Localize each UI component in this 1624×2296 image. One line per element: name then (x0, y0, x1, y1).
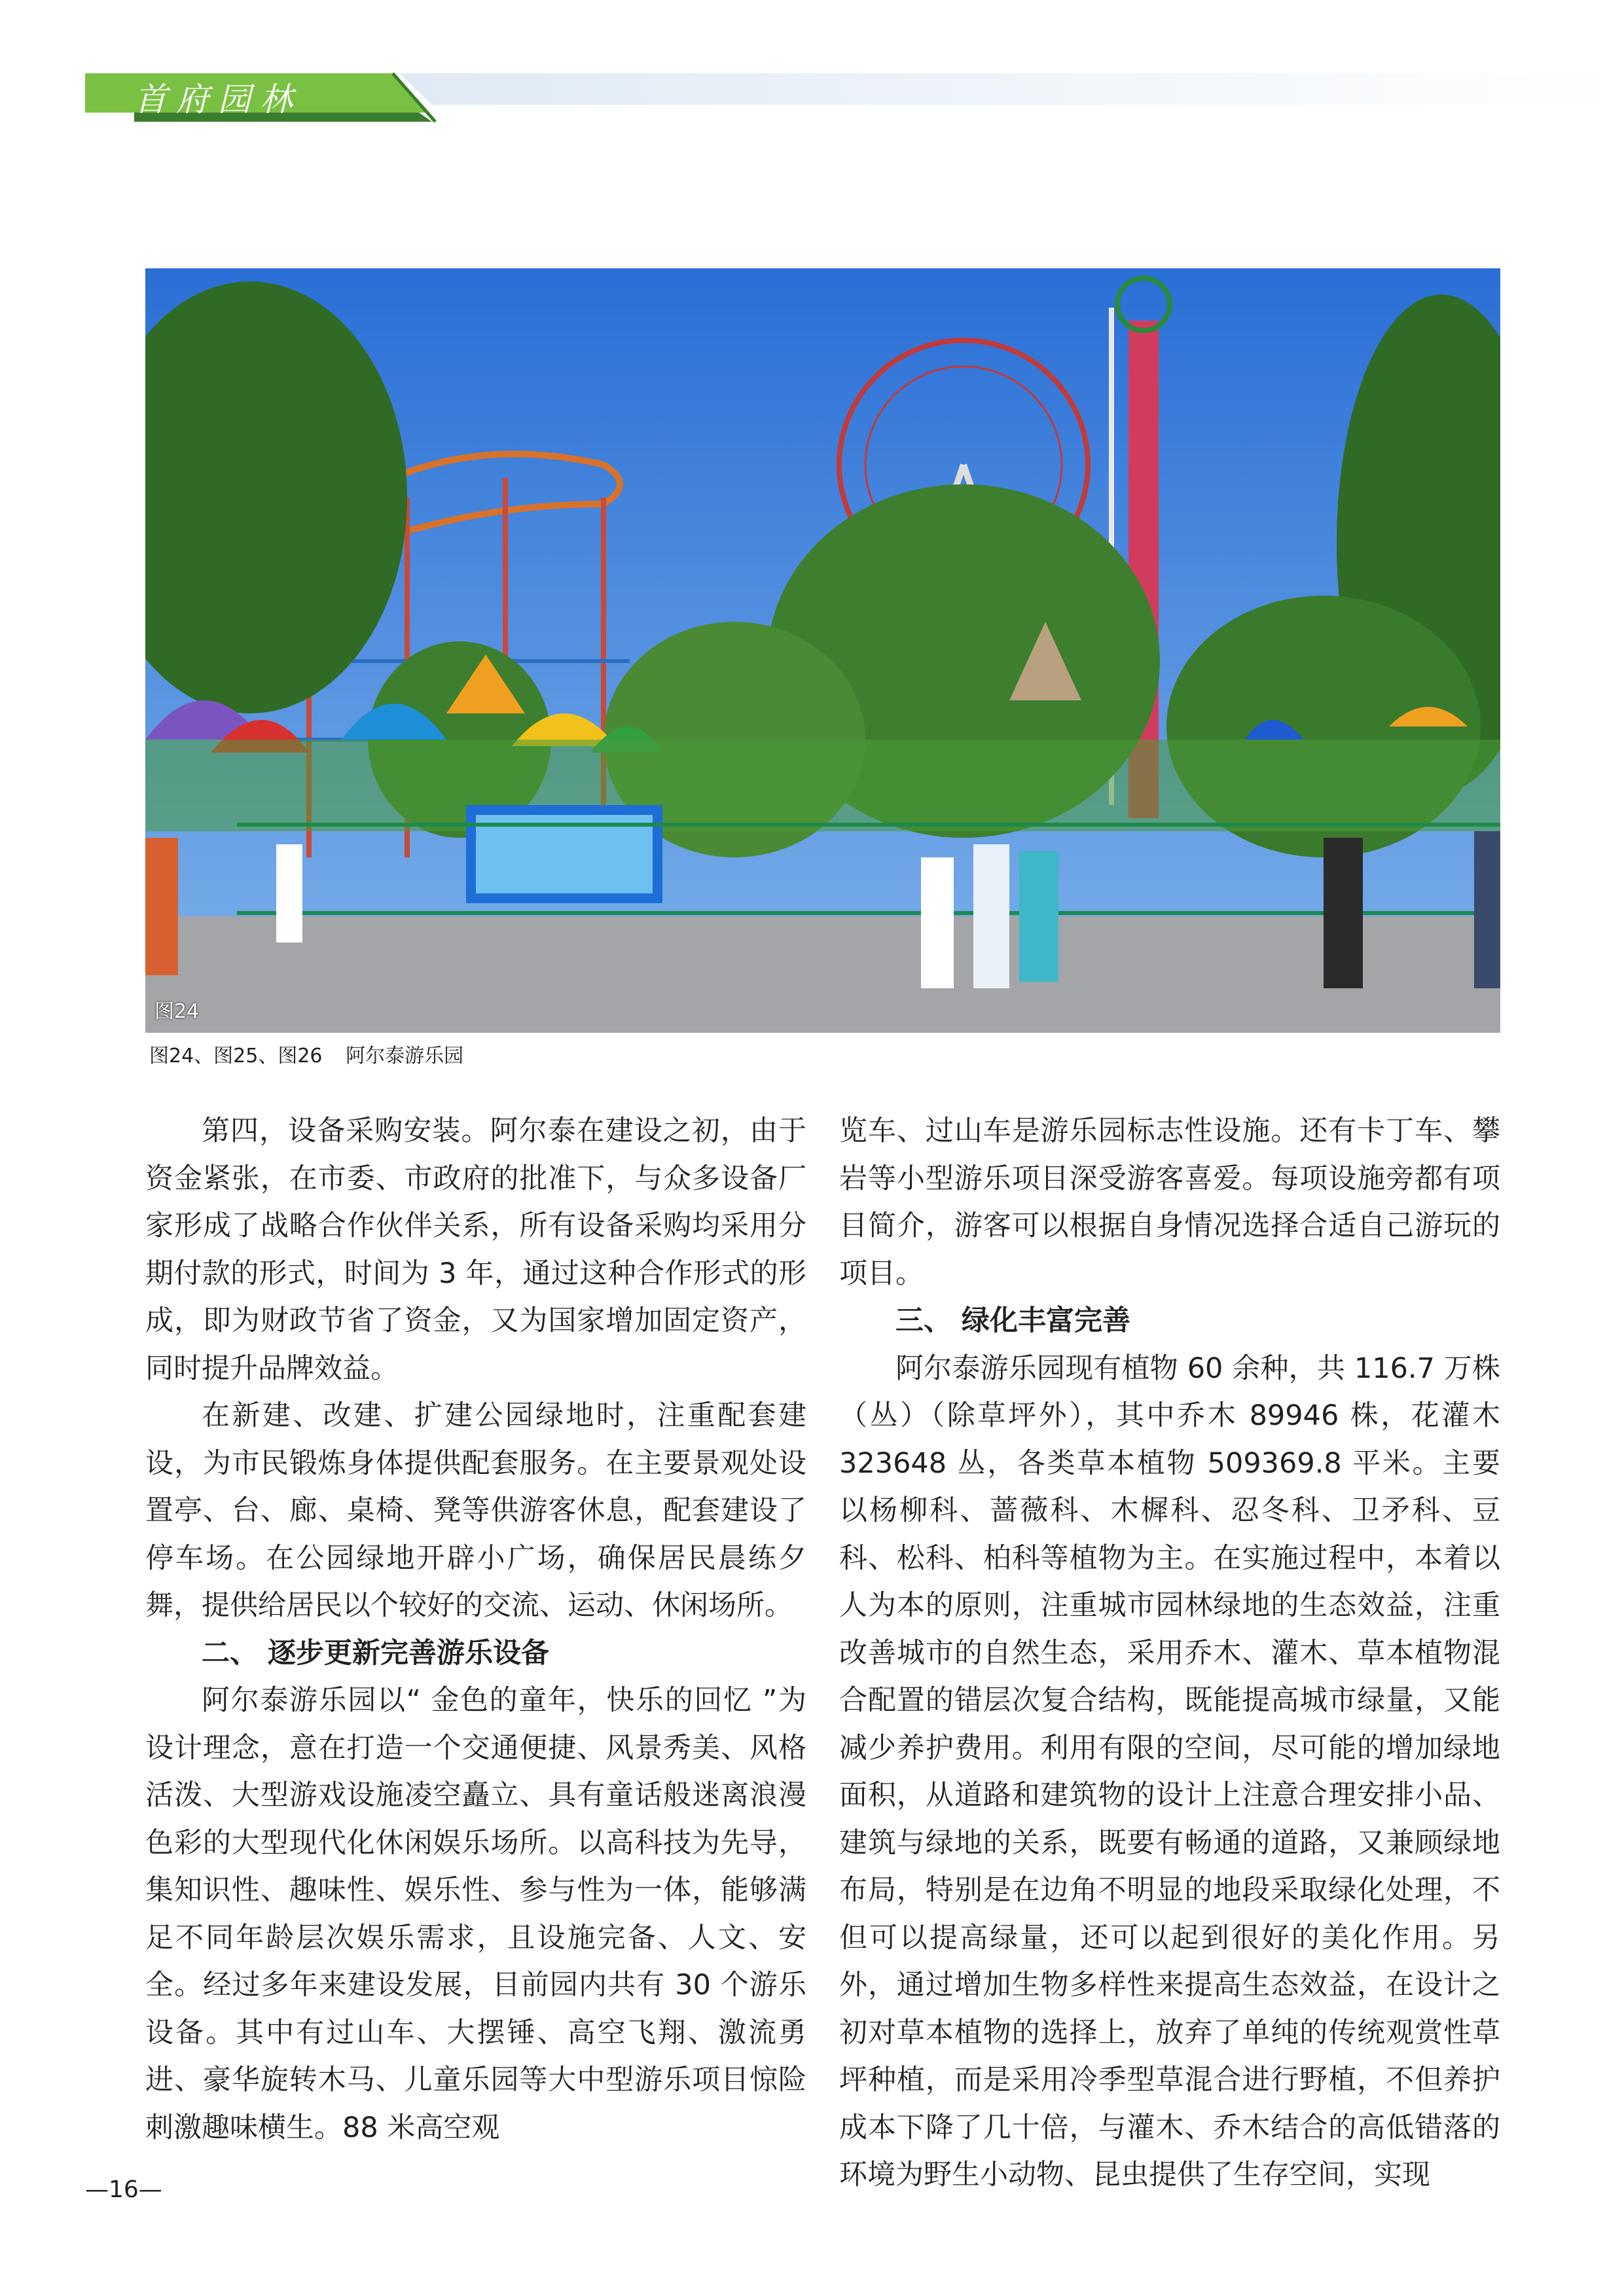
park-scene-illustration (145, 268, 1500, 1033)
figure-caption (149, 1039, 480, 1068)
page-header (0, 0, 1624, 131)
caption-text: 阿尔泰游乐园 (346, 1045, 464, 1067)
section-heading: 三、 绿化丰富完善 (895, 1304, 1130, 1337)
section-heading: 二、 逐步更新完善游乐设备 (202, 1636, 549, 1670)
caption-figure-numbers: 图24、图25、图26 (149, 1045, 323, 1067)
left-column (145, 1107, 806, 2151)
paragraph: 在新建、改建、扩建公园绿地时，注重配套建设，为市民锻炼身体提供配套服务。在主要景观处设置亭、台、廊、桌椅、凳等供游客休息，配套建设了停车场。在公园绿地开辟小广场，确保居民晨练夕舞，提供给居民以个较好的交流、运动、休闲场所。 (145, 1399, 806, 1622)
paragraph: 阿尔泰游乐园现有植物 60 余种，共 116.7 万株（丛）（除草坪外），其中乔木 89946 株，花灌木 323648 丛，各类草本植物 509369.8 平米。主要以杨柳科、蔷薇科、木樨科、忍冬科、卫矛科、豆科、松科、柏科等植物为主。在实施过程中，本着以人为本的原则，注重城市园林绿地的生态效益，注重改善城市的自然生态，采用乔木、灌木、草本植物混合配置的错层次复合结构，既能提高城市绿量，又能减少养护费用。利用有限的空间，尽可能的增加绿地面积，从道路和建筑物的设计上注意合理安排小品、建筑与绿地的关系，既要有畅通的道路，又兼顾绿地布局，特别是在边角不明显的地段采取绿化处理，不但可以提高绿量，还可以起到很好的美化作用。另外，通过增加生物多样性来提高生态效益，在设计之初对草本植物的选择上，放弃了单纯的传统观赏性草坪种植，而是采用冷季型草混合进行野植，不但养护成本下降了几十倍，与灌木、乔木结合的高低错落的环境为野生小动物、昆虫提供了生存空间，实现 (839, 1352, 1500, 2191)
page-number: —16— (85, 2176, 162, 2203)
amusement-park-photo (145, 268, 1500, 1033)
header-title: 首府园林 (134, 81, 302, 118)
paragraph: 第四，设备采购安装。阿尔泰在建设之初，由于资金紧张，在市委、市政府的批准下，与众多设备厂家形成了战略合作伙伴关系，所有设备采购均采用分期付款的形式，时间为 3 年，通过这种合作形式的形成，即为财政节省了资金，又为国家增加固定资产，同时提升品牌效益。 (145, 1115, 806, 1385)
paragraph: 阿尔泰游乐园以“ 金色的童年，快乐的回忆 ”为设计理念，意在打造一个交通便捷、风景秀美、风格活泼、大型游戏设施凌空矗立、具有童话般迷离浪漫色彩的大型现代化休闲娱乐场所。以高科技为先导，集知识性、趣味性、娱乐性、参与性为一体，能够满足不同年龄层次娱乐需求，且设施完备、人文、安全。经过多年来建设发展，目前园内共有 30 个游乐设备。其中有过山车、大摆锤、高空飞翔、激流勇进、豪华旋转木马、儿童乐园等大中型游乐项目惊险刺激趣味横生。88 米高空观 (145, 1684, 806, 2144)
right-column (839, 1107, 1500, 2199)
paragraph: 览车、过山车是游乐园标志性设施。还有卡丁车、攀岩等小型游乐项目深受游客喜爱。每项设施旁都有项目简介，游客可以根据自身情况选择合适自己游玩的项目。 (839, 1115, 1500, 1290)
figure-label: 图24 (154, 1000, 200, 1023)
